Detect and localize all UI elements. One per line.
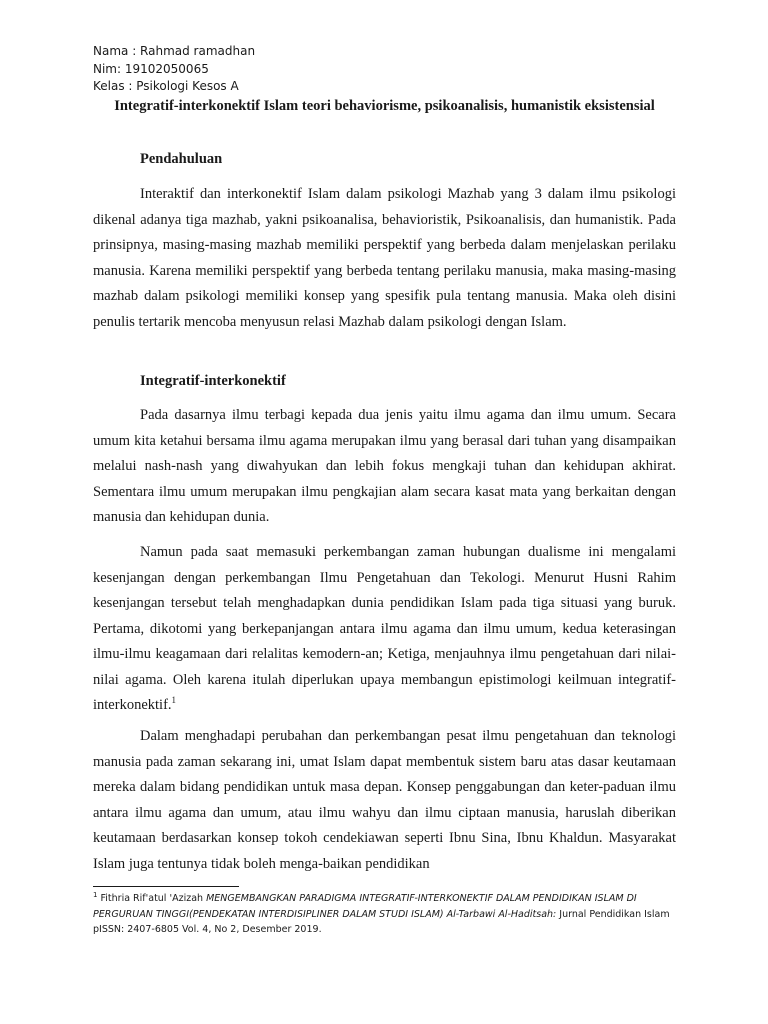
footnote-separator	[93, 886, 239, 887]
student-class: Kelas : Psikologi Kesos A	[93, 79, 239, 93]
footnote-reference: 1	[171, 695, 177, 706]
footnote-title: MENGEMBANGKAN PARADIGMA INTEGRATIF-INTERKONEKTIF DALAM PENDIDIKAN ISLAM DI PERGURUAN TINGGI(PENDEKATAN INTERDISIPLINER DALAM STUDI ISLAM) Al-Tarbawi Al-Haditsah:	[93, 893, 637, 920]
footnote-author: Fithria Rif'atul 'Azizah	[100, 893, 204, 904]
paragraph-integratif-1: Pada dasarnya ilmu terbagi kepada dua jenis yaitu ilmu agama dan ilmu umum. Secara umum kita ketahui bersama ilmu agama merupakan ilmu yang berasal dari tuhan yang disampaikan melalui nash-nash yang diwahyukan dan lebih fokus mengkaji tuhan dan kehidupan akhirat. Sementara ilmu umum merupakan ilmu pengkajian alam secara kasat mata yang berkaitan dengan manusia dan kehidupan dunia.	[93, 407, 676, 525]
heading-pendahuluan: Pendahuluan	[140, 151, 223, 167]
student-name: Nama : Rahmad ramadhan	[93, 44, 256, 58]
student-info	[93, 43, 255, 96]
paragraph-integratif-2-text: Namun pada saat memasuki perkembangan zaman hubungan dualisme ini mengalami kesenjangan dengan perkembangan Ilmu Pengetahuan dan Tekologi. Menurut Husni Rahim kesenjangan tersebut telah menghadapkan dunia pendidikan Islam pada tiga situasi yang buruk. Pertama, dikotomi yang berkepanjangan antara ilmu agama dan ilmu umum, kedua keterasingan ilmu-ilmu keagamaan dari relalitas kemodern-an; Ketiga, menjauhnya ilmu pengetahuan dari nilai-nilai agama. Oleh karena itulah diperlukan upaya membangun epistimologi keilmuan integratif-interkonektif.	[93, 544, 676, 713]
paragraph-integratif-2	[93, 540, 676, 719]
footnote-mark: 1	[93, 890, 98, 899]
footnote-journal: Jurnal Pendidikan Islam pISSN: 2407-6805 Vol. 4, No 2, Desember 2019.	[93, 908, 670, 935]
paragraph-integratif-3: Dalam menghadapi perubahan dan perkembangan pesat ilmu pengetahuan dan teknologi manusia pada zaman sekarang ini, umat Islam dapat membentuk sistem baru atas dasar keutamaan mereka dalam bidang pendidikan untuk masa depan. Konsep penggabungan dan keter-paduan ilmu antara ilmu agama dan umum, atau ilmu wahyu dan ilmu ciptaan manusia, haruslah diberikan keutamaan berdasarkan konsep tokoh cendekiawan seperti Ibnu Sina, Ibnu Khaldun. Masyarakat Islam juga tentunya tidak boleh menga-baikan pendidikan	[93, 728, 676, 872]
document-title: Integratif-interkonektif Islam teori behaviorisme, psikoanalisis, humanistik eksistensial	[114, 98, 655, 114]
paragraph-pendahuluan: Interaktif dan interkonektif Islam dalam psikologi Mazhab yang 3 dalam ilmu psikologi dikenal adanya tiga mazhab, yakni psikoanalisa, behavioristik, Psikoanalisis, dan humanistik. Pada prinsipnya, masing-masing mazhab memiliki perspektif yang berbeda dalam menjelaskan perilaku manusia. Karena memiliki perspektif yang berbeda tentang perilaku manusia, maka masing-masing mazhab dalam psikologi memiliki konsep yang spesifik pula tentang manusia. Maka oleh disini penulis tertarik mencoba menyusun relasi Mazhab dalam psikologi dengan Islam.	[93, 186, 676, 330]
student-nim: Nim: 19102050065	[93, 61, 209, 76]
heading-integratif: Integratif-interkonektif	[140, 373, 286, 389]
footnote	[93, 891, 676, 938]
